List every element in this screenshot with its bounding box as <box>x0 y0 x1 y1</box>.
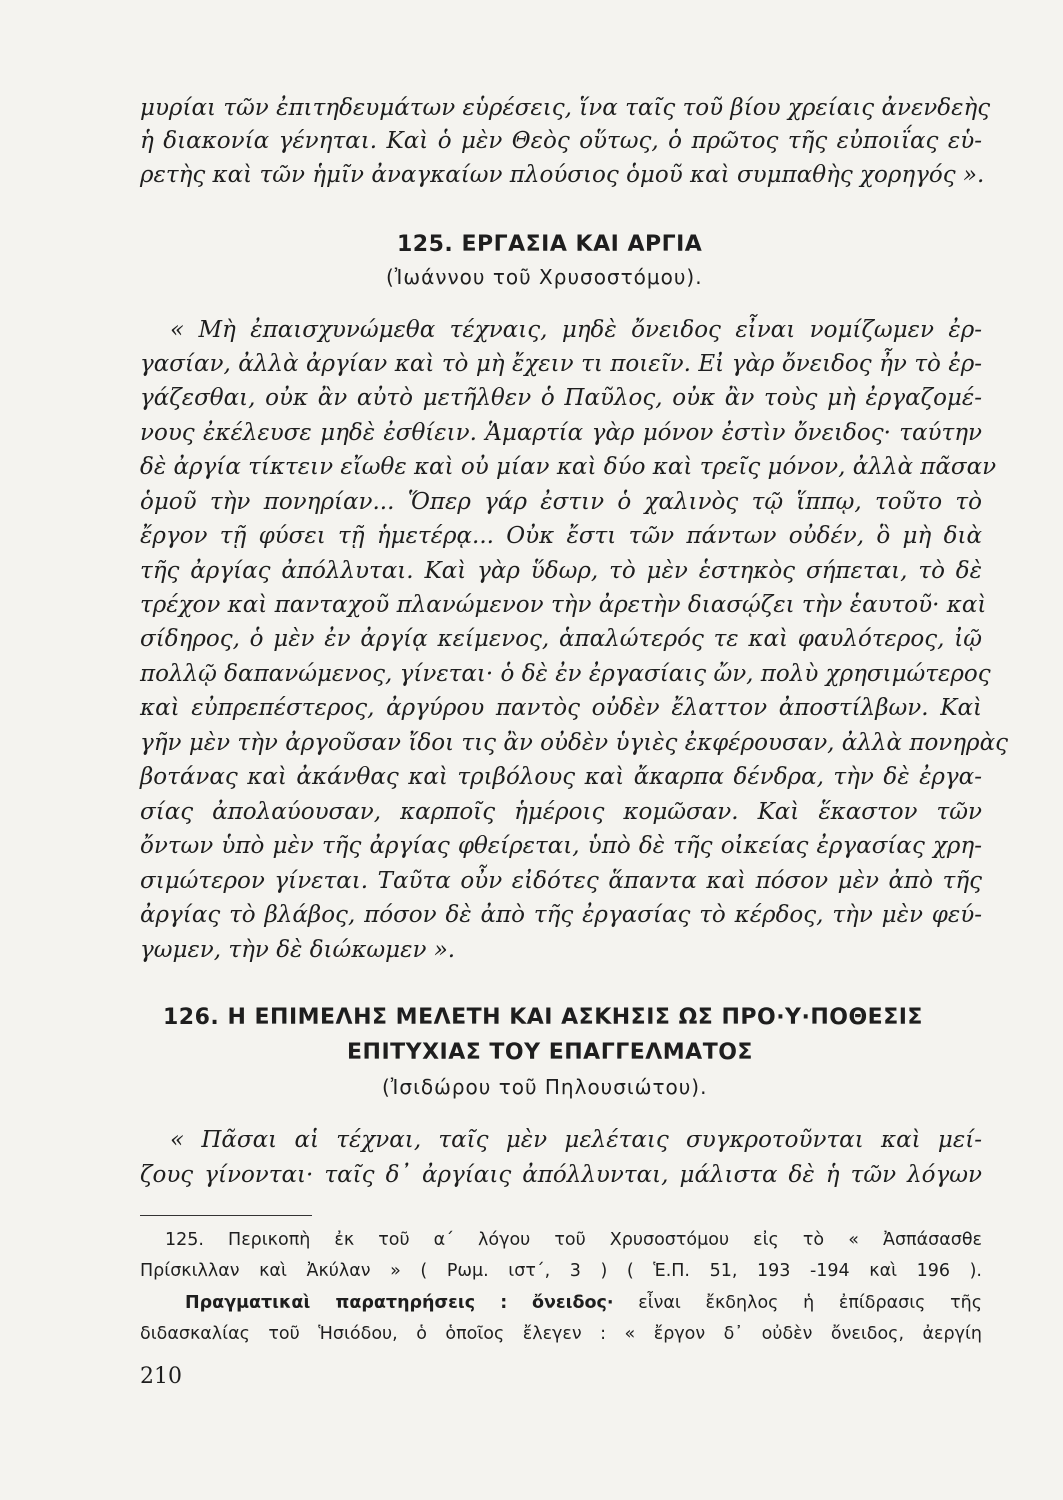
section-126-heading-cont: ΕΠΙΤΥΧΙΑΣ ΤΟΥ ΕΠΑΓΓΕΛΜΑΤΟΣ <box>347 1040 753 1065</box>
text-line: σίας ἀπολαύουσαν, καρποῖς ἡμέροις κομῶσαν. Καὶ ἕκαστον τῶν <box>140 799 982 825</box>
section-125-author: (Ἰωάννου τοῦ Χρυσοστόμου). <box>386 265 703 289</box>
text-line: ρετὴς καὶ τῶν ἡμῖν ἀναγκαίων πλούσιος ὁμοῦ καὶ συμπαθὴς χορηγός ». <box>140 162 985 188</box>
text-line: γάζεσθαι, οὐκ ἂν αὐτὸ μετῆλθεν ὁ Παῦλος, οὐκ ἂν τοὺς μὴ ἐργαζομέ- <box>140 385 982 411</box>
section-125-heading: 125. ΕΡΓΑΣΙΑ ΚΑΙ ΑΡΓΙΑ <box>397 232 703 257</box>
text-line: γῆν μὲν τὴν ἀργοῦσαν ἴδοι τις ἂν οὐδὲν ὑγιὲς ἐκφέρουσαν, ἀλλὰ πονηρὰς <box>140 730 1008 756</box>
page-number: 210 <box>140 1364 182 1389</box>
text-line: γασίαν, ἀλλὰ ἀργίαν καὶ τὸ μὴ ἔχειν τι ποιεῖν. Εἰ γὰρ ὄνειδος ἦν τὸ ἐρ- <box>140 351 982 377</box>
text-line: μυρίαι τῶν ἐπιτηδευμάτων εὑρέσεις, ἵνα ταῖς τοῦ βίου χρείαις ἀνενδεὴς <box>140 95 991 121</box>
text-line: τῆς ἀργίας ἀπόλλυται. Καὶ γὰρ ὕδωρ, τὸ μὲν ἑστηκὸς σήπεται, τὸ δὲ <box>140 558 982 584</box>
footnote-remarks-cont: διδασκαλίας τοῦ Ἡσιόδου, ὁ ὁποῖος ἔλεγεν : « ἔργον δ᾽ οὐδὲν ὄνειδος, ἀεργίη <box>140 1324 982 1344</box>
remarks-keyword: ὄνειδος· <box>531 1293 614 1313</box>
footnote-125-cont: Πρίσκιλλαν καὶ Ἀκύλαν » ( Ρωμ. ιστ΄, 3 ) ( Ἑ.Π. 51, 193 -194 καὶ 196 ). <box>140 1261 982 1281</box>
section-126-author: (Ἰσιδώρου τοῦ Πηλουσιώτου). <box>382 1075 708 1099</box>
remarks-text: εἶναι ἔκδηλος ἡ ἐπίδρασις τῆς <box>638 1293 982 1313</box>
text-line: ὄντων ὑπὸ μὲν τῆς ἀργίας φθείρεται, ὑπὸ δὲ τῆς οἰκείας ἐργασίας χρη- <box>140 833 982 859</box>
text-line: « Πᾶσαι αἱ τέχναι, ταῖς μὲν μελέταις συγκροτοῦνται καὶ μεί- <box>170 1127 982 1153</box>
text-line: νους ἐκέλευσε μηδὲ ἐσθίειν. Ἁμαρτία γὰρ μόνον ἐστὶν ὄνειδος· ταύτην <box>140 420 982 446</box>
text-line: γωμεν, τὴν δὲ διώκωμεν ». <box>140 937 456 963</box>
text-line: καὶ εὐπρεπέστερος, ἀργύρου παντὸς οὐδὲν ἔλαττον ἀποστίλβων. Καὶ <box>140 695 982 721</box>
text-line: τρέχον καὶ πανταχοῦ πλανώμενον τὴν ἀρετὴν διασῴζει τὴν ἑαυτοῦ· καὶ <box>140 592 987 618</box>
footnote-remarks <box>185 1288 982 1318</box>
remarks-label: Πραγματικαὶ παρατηρήσεις : <box>185 1293 508 1313</box>
text-line: ὁμοῦ τὴν πονηρίαν... Ὅπερ γάρ ἐστιν ὁ χαλινὸς τῷ ἵππῳ, τοῦτο τὸ <box>140 489 982 515</box>
text-line: βοτάνας καὶ ἀκάνθας καὶ τριβόλους καὶ ἄκαρπα δένδρα, τὴν δὲ ἐργα- <box>140 764 982 790</box>
text-line: σίδηρος, ὁ μὲν ἐν ἀργίᾳ κείμενος, ἁπαλώτερός τε καὶ φαυλότερος, ἰῷ <box>140 626 982 652</box>
footnote-separator <box>140 1215 312 1216</box>
text-line: σιμώτερον γίνεται. Ταῦτα οὖν εἰδότες ἅπαντα καὶ πόσον μὲν ἀπὸ τῆς <box>140 868 982 894</box>
text-line: πολλῷ δαπανώμενος, γίνεται· ὁ δὲ ἐν ἐργασίαις ὤν, πολὺ χρησιμώτερος <box>140 661 991 687</box>
text-line: ἔργον τῇ φύσει τῇ ἡμετέρᾳ... Οὐκ ἔστι τῶν πάντων οὐδέν, ὃ μὴ διὰ <box>140 523 982 549</box>
text-line: « Μὴ ἐπαισχυνώμεθα τέχναις, μηδὲ ὄνειδος εἶναι νομίζωμεν ἐρ- <box>170 317 982 343</box>
section-126-heading: 126. Η ΕΠΙΜΕΛΗΣ ΜΕΛΕΤΗ ΚΑΙ ΑΣΚΗΣΙΣ ΩΣ ΠΡΟ·Υ·ΠΟΘΕΣΙΣ <box>163 1005 923 1030</box>
text-line: ἀργίας τὸ βλάβος, πόσον δὲ ἀπὸ τῆς ἐργασίας τὸ κέρδος, τὴν μὲν φεύ- <box>140 902 982 928</box>
text-line: ζους γίνονται· ταῖς δ᾽ ἀργίαις ἀπόλλυνται, μάλιστα δὲ ἡ τῶν λόγων <box>140 1162 982 1188</box>
footnote-125: 125. Περικοπὴ ἐκ τοῦ α΄ λόγου τοῦ Χρυσοστόμου εἰς τὸ « Ἀσπάσασθε <box>165 1230 982 1250</box>
text-line: δὲ ἀργία τίκτειν εἴωθε καὶ οὐ μίαν καὶ δύο καὶ τρεῖς μόνον, ἀλλὰ πᾶσαν <box>140 454 997 480</box>
text-line: ἡ διακονία γένηται. Καὶ ὁ μὲν Θεὸς οὕτως, ὁ πρῶτος τῆς εὐποιΐας εὑ- <box>140 128 982 154</box>
